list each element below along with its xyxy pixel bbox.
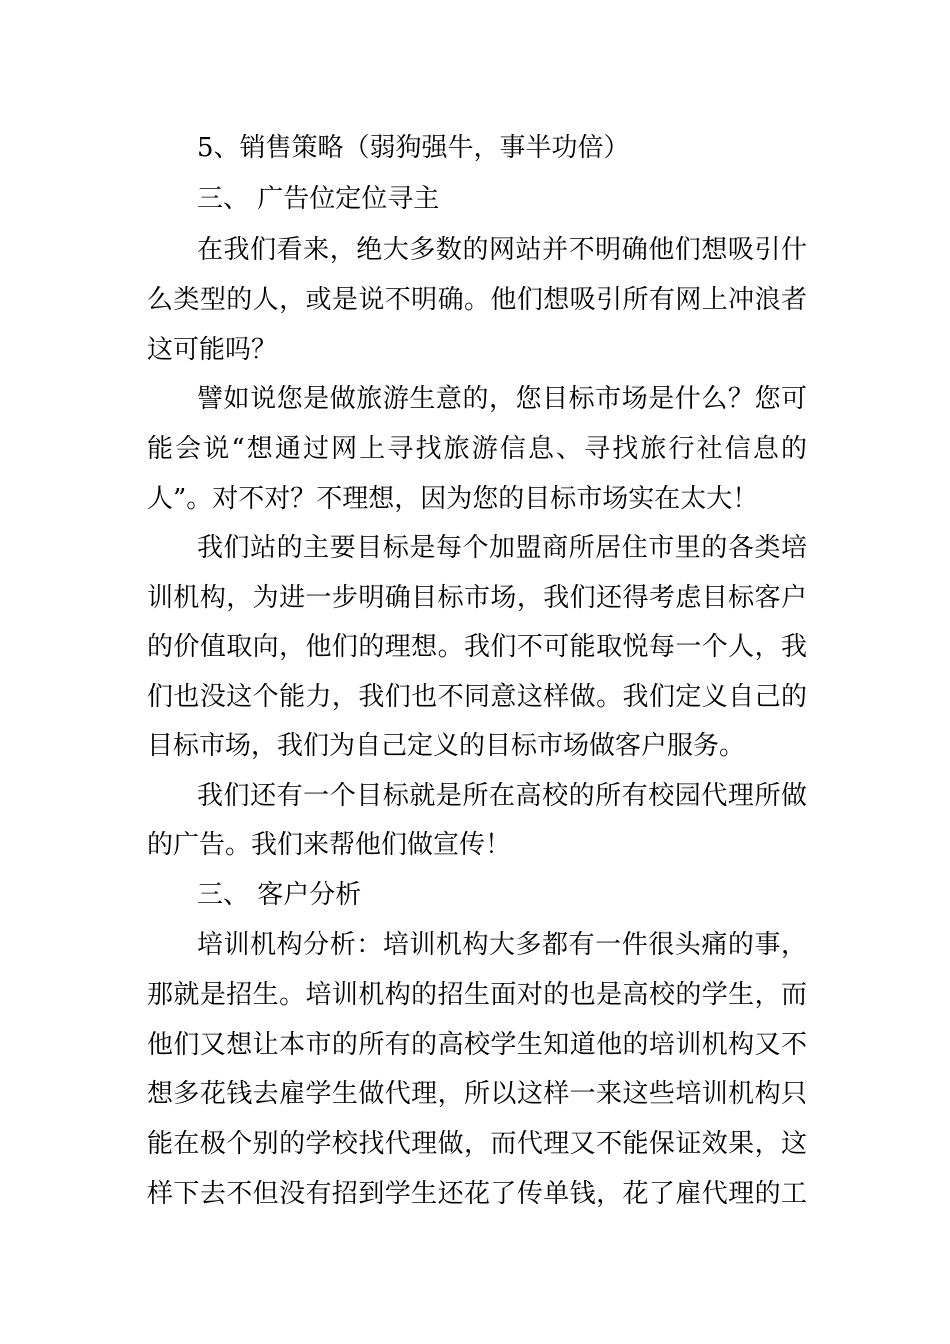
section-3-customer-heading: 三、 客户分析	[197, 880, 362, 910]
paragraph-line: 培训机构分析：培训机构大多都有一件很头痛的事，	[197, 930, 807, 960]
paragraph-line: 训机构，为进一步明确目标市场，我们还得考虑目标客户	[147, 583, 807, 613]
paragraph-line: 我们还有一个目标就是所在高校的所有校园代理所做	[197, 781, 807, 811]
paragraph-line: 样下去不但没有招到学生还花了传单钱，花了雇代理的工	[147, 1179, 807, 1209]
paragraph-line: 能会说“想通过网上寻找旅游信息、寻找旅行社信息的	[147, 434, 807, 464]
section-5-heading: 5、销售策略（弱狗强牛，事半功倍）	[197, 133, 630, 163]
paragraph-line: 我们站的主要目标是每个加盟商所居住市里的各类培	[197, 533, 807, 563]
paragraph-line: 目标市场，我们为自己定义的目标市场做客户服务。	[147, 731, 746, 761]
paragraph-line: 能在极个别的学校找代理做，而代理又不能保证效果，这	[147, 1129, 807, 1159]
paragraph-line: 譬如说您是做旅游生意的，您目标市场是什么？您可	[197, 384, 807, 414]
paragraph-line: 那就是招生。培训机构的招生面对的也是高校的学生，而	[147, 980, 807, 1010]
paragraph-line: 们也没这个能力，我们也不同意这样做。我们定义自己的	[147, 682, 807, 712]
section-3-ad-heading: 三、 广告位定位寻主	[197, 184, 440, 214]
paragraph-line: 人”。对不对？不理想，因为您的目标市场实在太大！	[147, 484, 759, 514]
paragraph-line: 这可能吗？	[147, 335, 278, 365]
paragraph-line: 想多花钱去雇学生做代理，所以这样一来这些培训机构只	[147, 1079, 807, 1109]
paragraph-line: 他们又想让本市的所有的高校学生知道他的培训机构又不	[147, 1030, 807, 1060]
paragraph-line: 的广告。我们来帮他们做宣传！	[147, 830, 512, 860]
paragraph-line: 在我们看来，绝大多数的网站并不明确他们想吸引什	[197, 235, 807, 265]
paragraph-line: 么类型的人，或是说不明确。他们想吸引所有网上冲浪者	[147, 285, 807, 315]
paragraph-line: 的价值取向，他们的理想。我们不可能取悦每一个人，我	[147, 632, 807, 662]
